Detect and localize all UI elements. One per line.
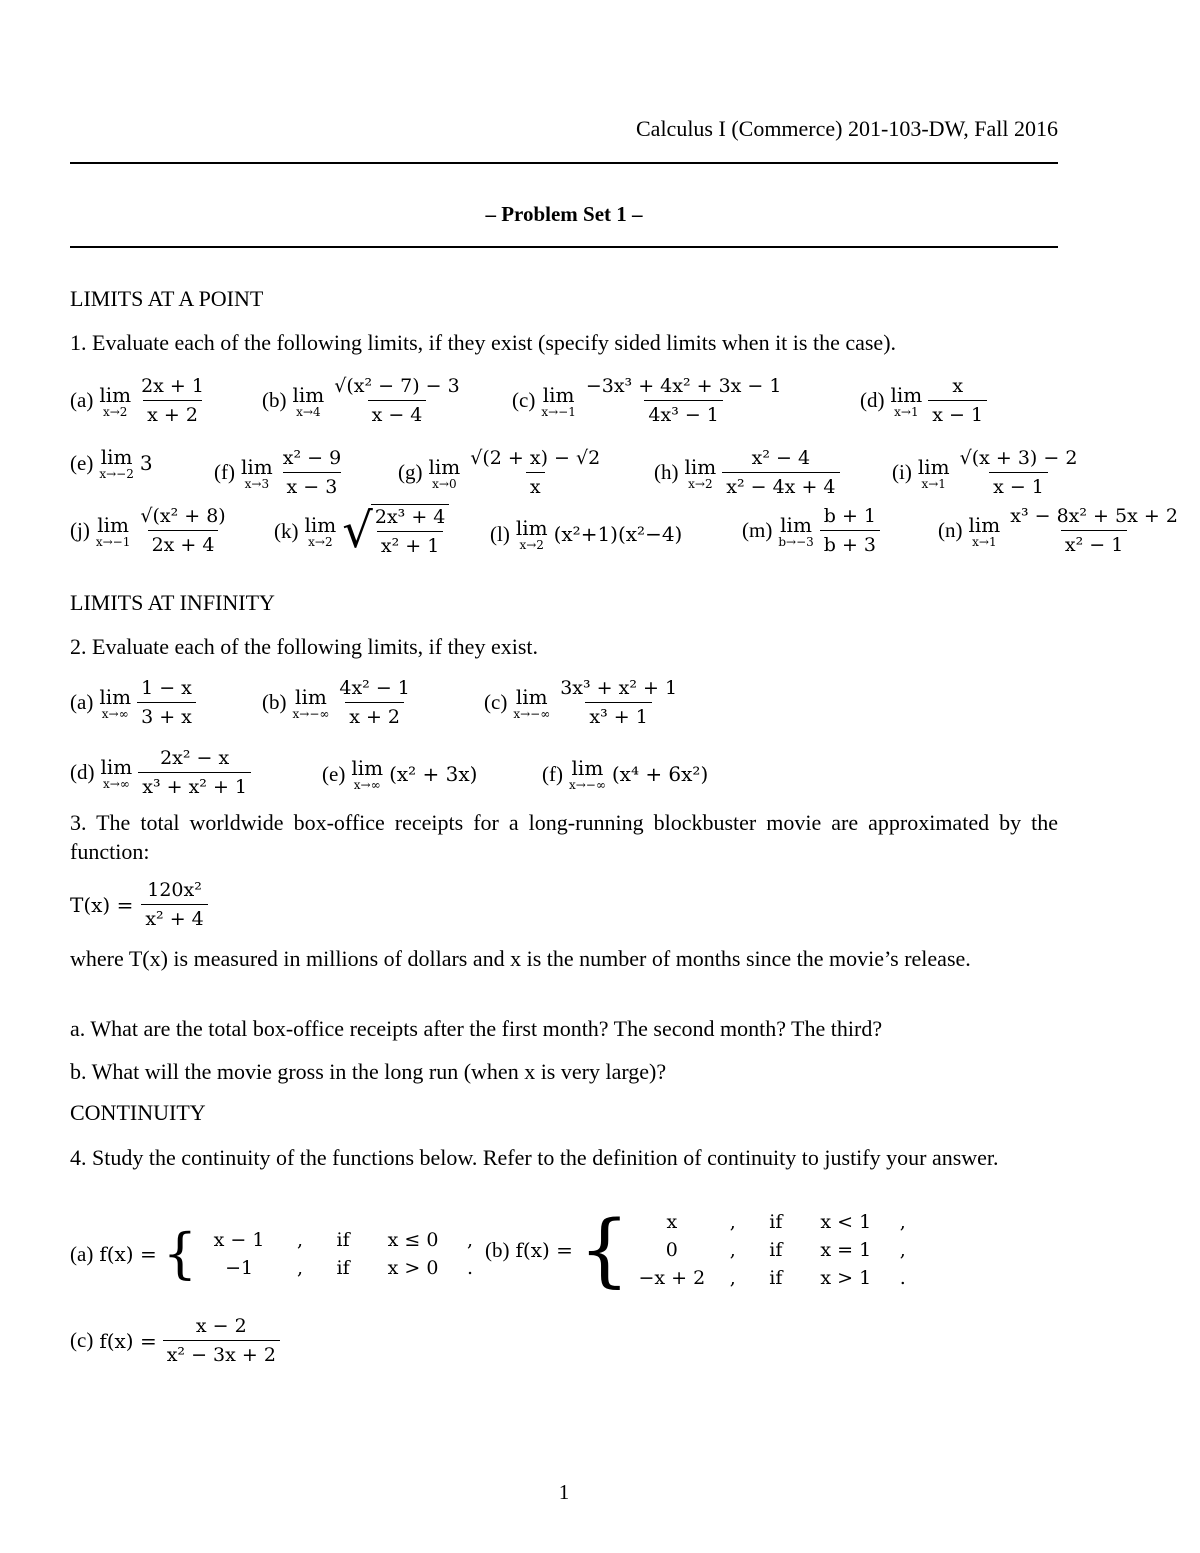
limit-subscript: x→1	[972, 534, 997, 549]
limit-subscript: x→4	[296, 404, 321, 419]
fraction-denominator: 2x + 4	[148, 530, 219, 557]
item-label: (f)	[542, 761, 563, 786]
piecewise-cell: x > 1	[820, 1267, 872, 1289]
piecewise-a-cases	[157, 1222, 489, 1286]
limit-operator	[516, 517, 548, 551]
limit-word: lim	[515, 516, 548, 540]
piecewise-cell: ,	[297, 1229, 304, 1251]
limit-subscript: x→0	[432, 476, 457, 491]
revenue-function-numerator: 120x²	[147, 879, 202, 901]
limit-subscript: x→−∞	[568, 778, 606, 792]
limit-operator	[778, 514, 813, 548]
limit-subscript: x→∞	[101, 706, 129, 721]
piecewise-cell: ,	[899, 1211, 906, 1233]
fraction-denominator: b + 3	[820, 530, 880, 557]
piecewise-b-rows	[636, 1208, 922, 1292]
question-4-prompt: 4. Study the continuity of the functions below. Refer to the definition of continuity to justify your answer.	[70, 1145, 999, 1170]
limit-operator	[351, 757, 383, 791]
limit-subscript: x→−∞	[292, 706, 330, 721]
limit-fraction	[722, 446, 839, 499]
fraction-denominator: 4x³ − 1	[644, 400, 723, 427]
piecewise-cell: ,	[467, 1229, 474, 1251]
piecewise-b-lhs: f(x) =	[515, 1238, 573, 1262]
fraction-numerator: x² − 4	[751, 447, 811, 469]
q2-item-c	[484, 676, 681, 729]
limit-operator	[241, 456, 273, 490]
limit-word: lim	[917, 454, 950, 479]
limit-operator	[429, 456, 461, 490]
piecewise-cell: ,	[729, 1239, 736, 1261]
limit-word: lim	[968, 512, 1001, 537]
fraction-denominator: x³ + 1	[585, 702, 651, 729]
fraction-denominator: x − 3	[283, 472, 342, 499]
q1-item-l	[490, 517, 682, 551]
fraction-numerator: √(x + 3) − 2	[959, 447, 1078, 469]
piecewise-cell: ,	[899, 1239, 906, 1261]
limit-subscript: x→2	[688, 476, 713, 491]
q1-item-b	[262, 374, 464, 427]
limit-word: lim	[295, 684, 327, 709]
limit-operator	[96, 514, 131, 548]
piecewise-cell: 0	[665, 1239, 678, 1261]
q1-item-g	[398, 446, 604, 499]
limit-fraction	[330, 374, 463, 427]
item-label: (b)	[262, 388, 287, 412]
piecewise-cell: −x + 2	[638, 1267, 706, 1289]
limit-operator	[685, 456, 717, 490]
limit-subscript: x→2	[519, 538, 544, 552]
limit-subscript: x→−2	[99, 467, 134, 481]
item-label: (f)	[214, 460, 235, 484]
fraction-denominator: x² − 4x + 4	[722, 472, 839, 499]
limit-operator	[918, 456, 950, 490]
section-limits-at-a-point: LIMITS AT A POINT	[70, 286, 264, 311]
piecewise-b-cases	[573, 1203, 922, 1296]
function-c	[70, 1314, 280, 1367]
item-label: (c)	[484, 690, 508, 714]
item-label: (g)	[398, 460, 423, 484]
q1-item-d	[860, 374, 987, 427]
item-label: (j)	[70, 518, 90, 542]
limit-word: lim	[684, 454, 717, 479]
fraction-numerator: 1 − x	[141, 677, 192, 699]
limit-fraction	[956, 446, 1082, 499]
revenue-function-lhs: T(x) =	[70, 892, 134, 917]
function-c-fraction	[163, 1314, 280, 1367]
question-2-prompt: 2. Evaluate each of the following limits, if they exist.	[70, 634, 538, 659]
piecewise-cell: if	[769, 1211, 783, 1233]
limit-fraction	[279, 446, 345, 499]
q1-item-i	[892, 446, 1081, 499]
square-root-icon: √	[342, 503, 373, 559]
question-3-prompt: 3. The total worldwide box-office receipts for a long-running blockbuster movie are approximated by the function:	[70, 810, 1058, 864]
function-c-lhs: f(x) =	[99, 1328, 157, 1353]
limit-word: lim	[780, 512, 812, 537]
revenue-function-denominator: x² + 4	[141, 904, 207, 931]
limit-operator	[99, 446, 134, 480]
function-c-denominator: x² − 3x + 2	[163, 1340, 280, 1367]
course-header: Calculus I (Commerce) 201-103-DW, Fall 2016	[636, 116, 1058, 141]
fraction-numerator: 2x + 1	[141, 375, 204, 397]
fraction-denominator: x² − 1	[1061, 530, 1127, 557]
piecewise-cell: if	[336, 1257, 350, 1279]
limit-operator	[569, 757, 606, 791]
limit-word: lim	[890, 382, 923, 407]
q2-item-a	[70, 676, 196, 729]
q1-item-k	[274, 504, 449, 558]
fraction-numerator: 3x³ + x² + 1	[560, 677, 678, 699]
piecewise-row	[203, 1254, 489, 1282]
fraction-numerator: 2x² − x	[160, 747, 230, 769]
limit-word: lim	[428, 454, 461, 479]
piecewise-cell: x − 1	[213, 1229, 265, 1251]
limit-subscript: x→−∞	[513, 706, 551, 721]
q1-item-n	[938, 504, 1182, 557]
limit-fraction	[466, 446, 604, 499]
q2-item-d	[70, 746, 251, 799]
limit-fraction	[371, 504, 450, 558]
piecewise-cell: ,	[297, 1257, 304, 1279]
q1-item-h	[654, 446, 840, 499]
question-3-part-a: a. What are the total box-office receipts after the first month? The second month? The third?	[70, 1016, 883, 1041]
title-rule	[70, 246, 1058, 248]
fraction-numerator: √(x² + 8)	[140, 505, 226, 527]
fraction-numerator: √(2 + x) − √2	[470, 447, 601, 469]
limit-fraction	[556, 676, 681, 729]
function-c-label: (c)	[70, 1328, 94, 1352]
q1-item-c	[512, 374, 785, 427]
piecewise-row	[636, 1208, 922, 1236]
piecewise-row	[203, 1226, 489, 1254]
piecewise-a-rows	[203, 1226, 489, 1282]
left-brace-icon: {	[578, 1203, 630, 1296]
fraction-numerator: b + 1	[823, 505, 877, 527]
revenue-function-fraction	[141, 878, 207, 931]
piecewise-cell: ,	[729, 1267, 736, 1289]
item-label: (a)	[70, 388, 94, 412]
item-label: (a)	[70, 690, 94, 714]
limit-word: lim	[99, 684, 132, 709]
piecewise-cell: −1	[225, 1257, 254, 1279]
limit-expression: (x²+1)(x²−4)	[553, 522, 683, 546]
page-title: – Problem Set 1 –	[485, 202, 643, 226]
limit-fraction	[582, 374, 786, 427]
limit-word: lim	[100, 445, 133, 469]
fraction-denominator: x − 1	[928, 400, 987, 427]
limit-word: lim	[292, 382, 325, 407]
limit-word: lim	[99, 382, 132, 407]
fraction-denominator: x	[526, 472, 545, 499]
piecewise-cell: if	[769, 1239, 783, 1261]
limit-operator	[513, 686, 550, 720]
limit-operator	[99, 384, 131, 418]
piecewise-a-lhs: f(x) =	[99, 1242, 157, 1266]
piecewise-cell: ,	[729, 1211, 736, 1233]
fraction-denominator: x³ + x² + 1	[138, 772, 251, 799]
piecewise-cell: x > 0	[387, 1257, 439, 1279]
limit-operator	[293, 384, 325, 418]
piecewise-row	[636, 1264, 922, 1292]
fraction-denominator: 3 + x	[137, 702, 196, 729]
limit-fraction	[136, 504, 229, 557]
item-label: (n)	[938, 518, 963, 542]
limit-word: lim	[97, 512, 129, 537]
limit-fraction	[335, 676, 414, 729]
limit-operator	[541, 384, 576, 418]
item-label: (b)	[262, 690, 287, 714]
limit-subscript: x→−1	[541, 404, 576, 419]
fraction-denominator: x + 2	[345, 702, 404, 729]
limit-word: lim	[542, 382, 575, 407]
piecewise-row	[636, 1236, 922, 1264]
limit-subscript: b→−3	[778, 534, 814, 549]
piecewise-a	[70, 1222, 489, 1286]
left-brace-icon: {	[162, 1222, 198, 1285]
fraction-denominator: x − 4	[368, 400, 427, 427]
item-label: (e)	[70, 450, 94, 475]
limit-subscript: x→2	[308, 535, 333, 549]
top-rule	[70, 162, 1058, 164]
page-number: 1	[558, 1480, 570, 1504]
piecewise-cell: x = 1	[820, 1239, 872, 1261]
question-3-where: where T(x) is measured in millions of dollars and x is the number of months since the movie’s release.	[70, 946, 971, 971]
fraction-numerator: 2x³ + 4	[374, 506, 446, 528]
fraction-numerator: −3x³ + 4x² + 3x − 1	[585, 375, 782, 397]
limit-fraction	[820, 504, 880, 557]
fraction-numerator: 4x² − 1	[339, 677, 410, 699]
item-label: (d)	[860, 388, 885, 412]
fraction-denominator: x + 2	[143, 400, 202, 427]
fraction-denominator: x − 1	[989, 472, 1048, 499]
question-3-part-b: b. What will the movie gross in the long run (when x is very large)?	[70, 1059, 667, 1084]
piecewise-cell: x	[666, 1211, 678, 1233]
limit-operator	[305, 514, 337, 548]
limit-expression: 3	[139, 451, 153, 475]
q2-item-e	[322, 757, 477, 791]
item-label: (l)	[490, 521, 510, 546]
piecewise-cell: x < 1	[820, 1211, 872, 1233]
limit-subscript: x→1	[894, 404, 919, 419]
q1-item-j	[70, 504, 230, 557]
item-label: (e)	[322, 761, 346, 786]
piecewise-a-label: (a)	[70, 1241, 94, 1266]
function-c-numerator: x − 2	[195, 1315, 247, 1337]
limit-fraction	[1006, 504, 1182, 557]
piecewise-cell: .	[467, 1257, 474, 1279]
limit-word: lim	[571, 756, 604, 780]
limit-operator	[293, 686, 330, 720]
limit-subscript: x→−1	[95, 534, 131, 549]
piecewise-b-label: (b)	[485, 1237, 510, 1262]
limit-word: lim	[515, 684, 548, 709]
q1-item-f	[214, 446, 345, 499]
fraction-numerator: x	[952, 375, 964, 397]
limit-word: lim	[351, 756, 384, 780]
item-label: (i)	[892, 460, 912, 484]
item-label: (m)	[742, 518, 773, 542]
limit-subscript: x→∞	[102, 776, 130, 791]
revenue-function	[70, 878, 208, 931]
fraction-denominator: x² + 1	[377, 531, 443, 558]
piecewise-cell: if	[336, 1229, 350, 1251]
q2-item-b	[262, 676, 414, 729]
limit-operator	[101, 756, 133, 790]
section-limits-at-infinity: LIMITS AT INFINITY	[70, 590, 275, 615]
limit-subscript: x→1	[921, 476, 946, 491]
piecewise-b	[485, 1203, 922, 1296]
limit-operator	[969, 514, 1001, 548]
q2-item-f	[542, 757, 708, 791]
item-label: (h)	[654, 460, 679, 484]
q1-item-m	[742, 504, 880, 557]
limit-subscript: x→2	[102, 404, 128, 419]
limit-operator	[891, 384, 923, 418]
item-label: (d)	[70, 760, 95, 784]
limit-fraction	[928, 374, 987, 427]
section-continuity: CONTINUITY	[70, 1100, 206, 1125]
limit-operator	[99, 686, 131, 720]
piecewise-cell: if	[769, 1267, 783, 1289]
limit-fraction	[137, 374, 208, 427]
limit-fraction	[138, 746, 251, 799]
limit-word: lim	[240, 454, 273, 479]
limit-fraction	[137, 676, 196, 729]
limit-subscript: x→∞	[353, 778, 381, 792]
piecewise-cell: x ≤ 0	[387, 1229, 439, 1251]
item-label: (k)	[274, 518, 299, 543]
q1-item-a	[70, 374, 208, 427]
piecewise-cell: .	[899, 1267, 906, 1289]
question-1-prompt: 1. Evaluate each of the following limits, if they exist (specify sided limits when it is the case).	[70, 330, 897, 355]
limit-word: lim	[100, 754, 133, 779]
q1-item-e	[70, 446, 153, 480]
limit-expression: (x² + 3x)	[389, 762, 478, 786]
limit-subscript: x→3	[244, 476, 270, 491]
fraction-numerator: √(x² − 7) − 3	[334, 375, 460, 397]
item-label: (c)	[512, 388, 536, 412]
limit-expression: (x⁴ + 6x²)	[611, 762, 709, 786]
fraction-numerator: x² − 9	[282, 447, 342, 469]
limit-word: lim	[304, 513, 337, 537]
fraction-numerator: x³ − 8x² + 5x + 2	[1010, 505, 1178, 527]
